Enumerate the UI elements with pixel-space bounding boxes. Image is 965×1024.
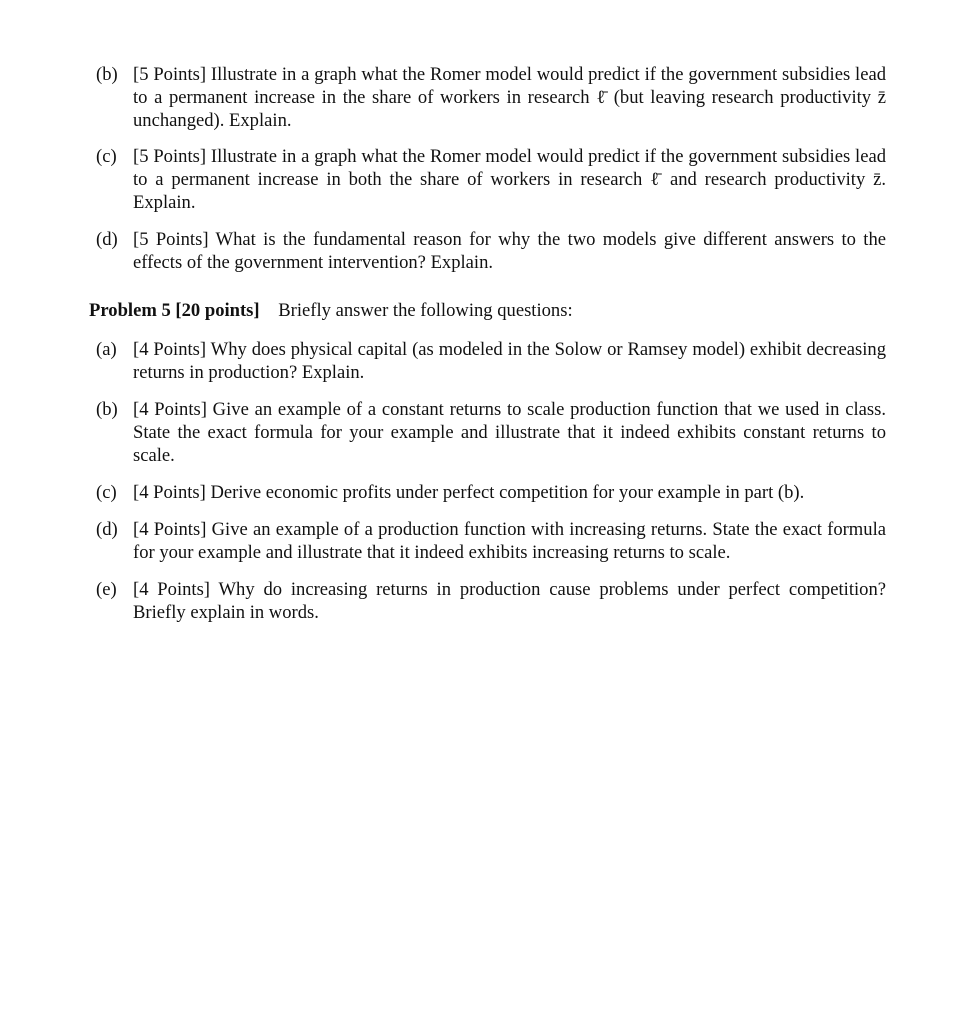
question-text: [4 Points] Give an example of a constant returns to scale production function that we used in class. State the exact formula for your example and illustrate that it indeed exhibits constant returns to scale. [133,399,886,466]
question-4c [96,145,886,214]
question-label: (d) [96,229,118,250]
question-4d [96,228,886,274]
question-label: (b) [96,64,118,85]
question-text: [4 Points] Why does physical capital (as modeled in the Solow or Ramsey model) exhibit decreasing returns in production? Explain. [133,339,886,383]
question-text: [5 Points] Illustrate in a graph what the Romer model would predict if the government subsidies lead to a permanent increase in the share of workers in research ℓ̄ (but leaving research productivity z̄ unchanged). Explain. [133,64,886,131]
question-label: (a) [96,339,117,360]
question-text: [4 Points] Give an example of a production function with increasing returns. State the exact formula for your example and illustrate that it indeed exhibits increasing returns to scale. [133,519,886,563]
problem-5-heading-line [89,299,879,322]
question-5c [96,481,886,504]
question-4b [96,63,886,132]
problem-intro: Briefly answer the following questions: [278,300,573,321]
problem-heading: Problem 5 [20 points] [89,300,260,321]
question-text: [4 Points] Why do increasing returns in production cause problems under perfect competition? Briefly explain in words. [133,579,886,623]
question-5a [96,338,886,384]
question-text: [5 Points] Illustrate in a graph what the Romer model would predict if the government subsidies lead to a permanent increase in both the share of workers in research ℓ̄ and research productivity z̄. Explain. [133,146,886,213]
question-text: [5 Points] What is the fundamental reason for why the two models give different answers to the effects of the government intervention? Explain. [133,229,886,273]
question-text: [4 Points] Derive economic profits under perfect competition for your example in part (b). [133,482,805,503]
question-label: (e) [96,579,117,600]
question-5b [96,398,886,467]
question-label: (c) [96,482,117,503]
question-label: (d) [96,519,118,540]
question-5e [96,578,886,624]
question-5d [96,518,886,564]
question-label: (c) [96,146,117,167]
question-label: (b) [96,399,118,420]
